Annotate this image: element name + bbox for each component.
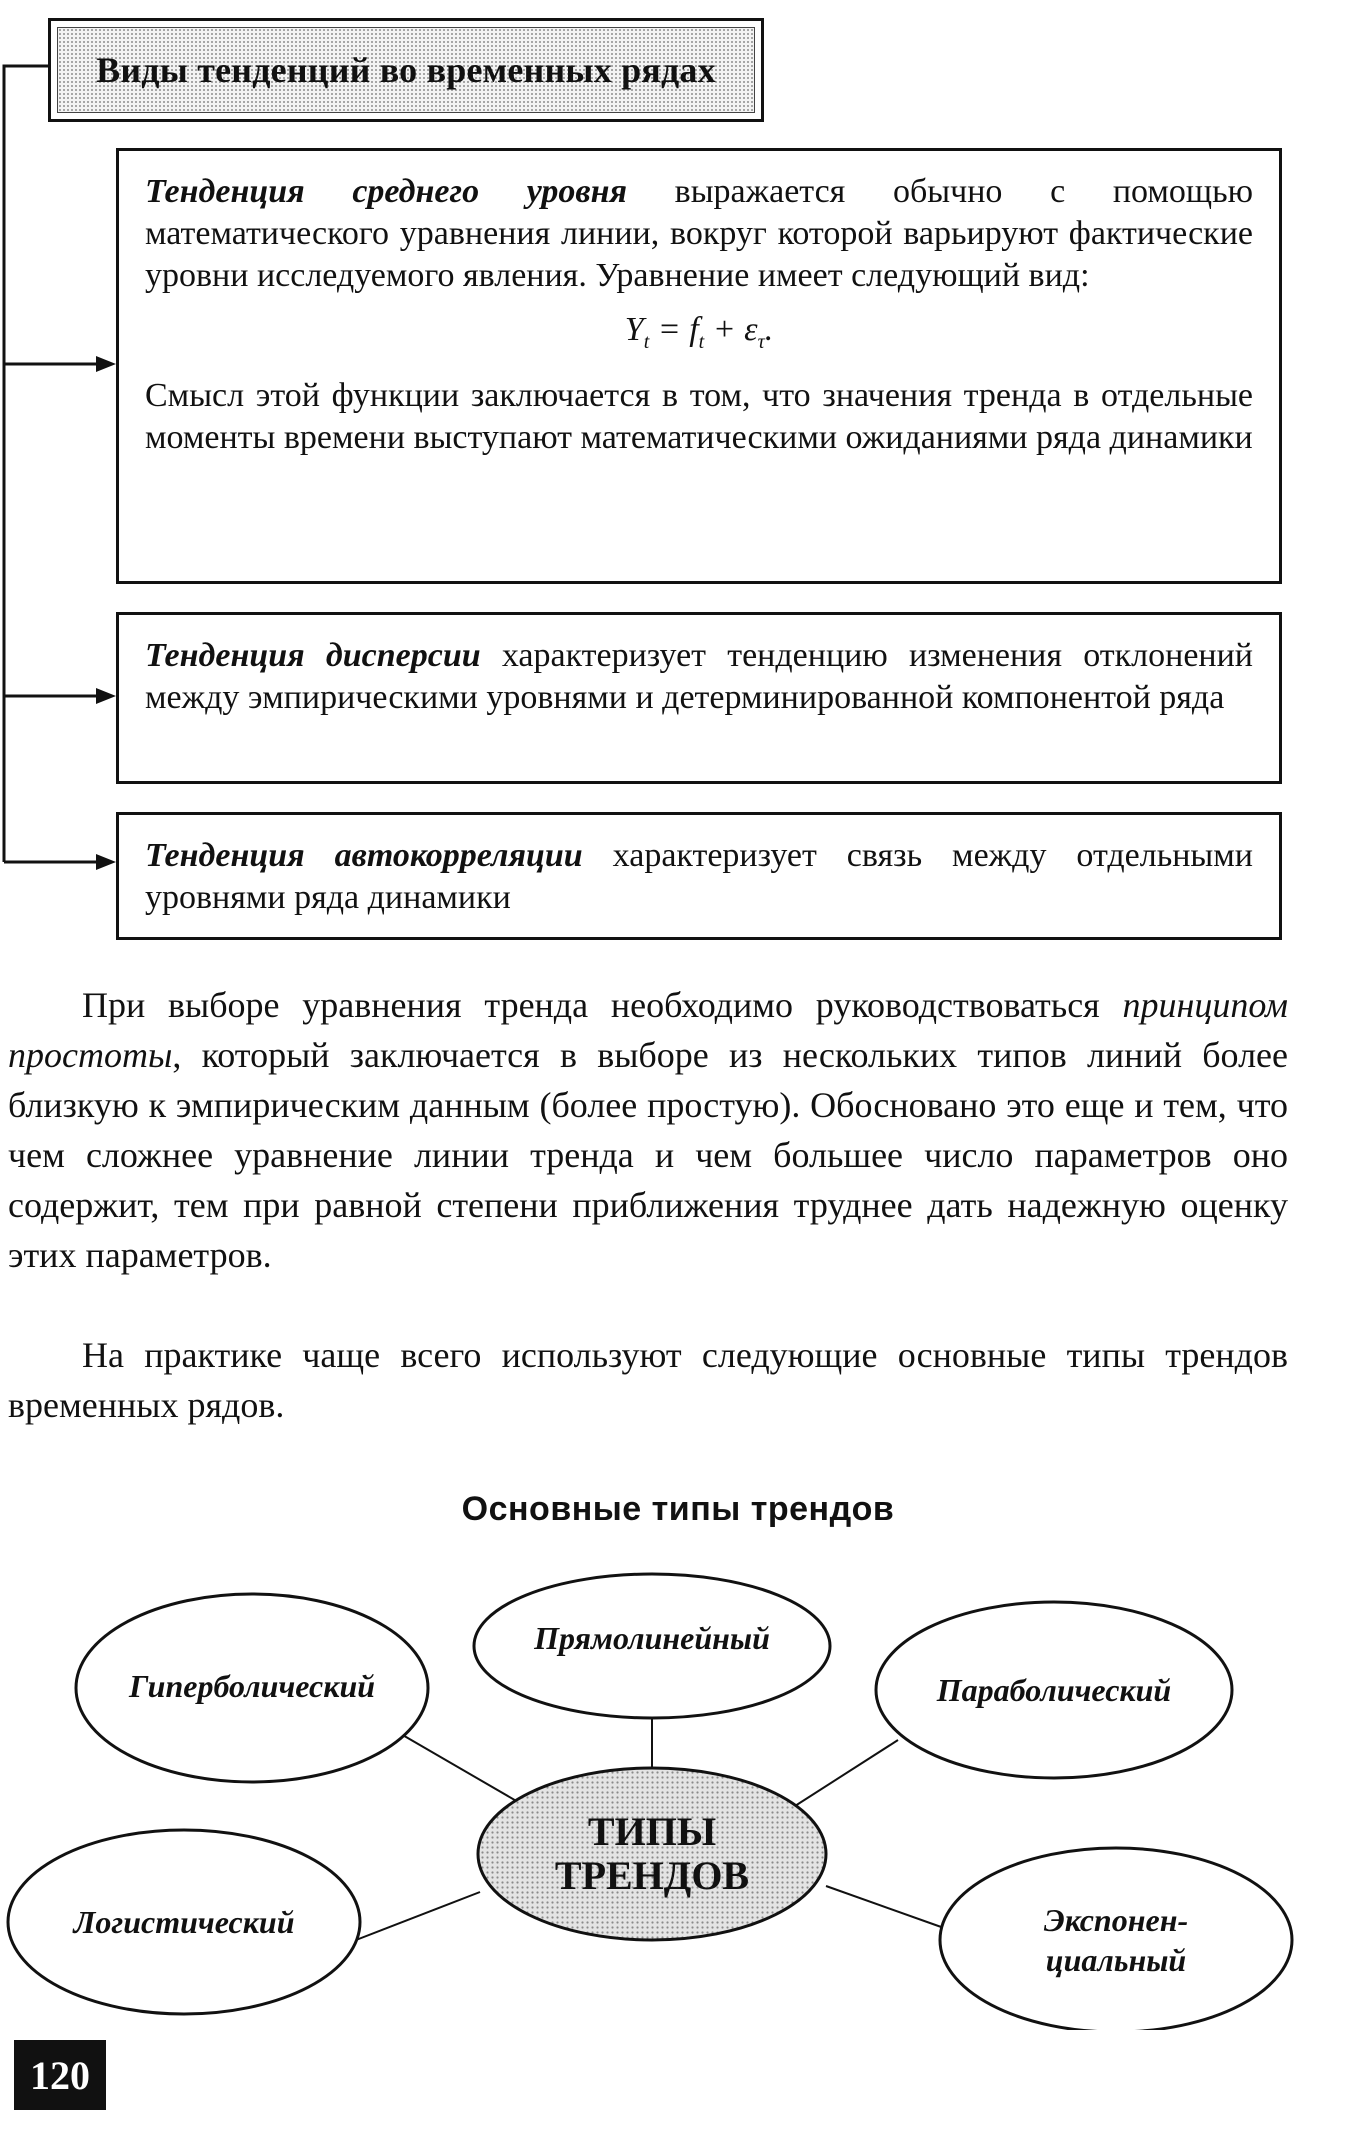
arrow-icon: [96, 356, 116, 372]
node-hyperbolic-label: Гиперболический: [128, 1668, 376, 1704]
node-center-label: ТИПЫ ТРЕНДОВ: [554, 1809, 750, 1898]
tendency-dispersion-box: Тенденция дисперсии характеризует тенденцию изменения отклонений между эмпирическими уровнями и детерминированной компонентой ряда: [116, 612, 1282, 784]
diagram-title: Основные типы трендов: [461, 1490, 895, 1528]
tendency-term: Тенденция среднего уровня: [145, 173, 627, 210]
tendency-autocorrelation-box: Тенденция автокорреляции характеризует связь между отдельными уровнями ряда динамики: [116, 812, 1282, 940]
arrow-icon: [96, 854, 116, 870]
connector-line: [356, 1892, 480, 1940]
scheme-title: Виды тенденций во временных рядах: [57, 27, 755, 113]
page-number: 120: [14, 2040, 106, 2110]
node-parabolic-label: Параболический: [936, 1672, 1172, 1708]
tendency-term: Тенденция автокорреляции: [145, 837, 583, 874]
tendency-term: Тенденция дисперсии: [145, 637, 481, 674]
arrow-icon: [96, 688, 116, 704]
tendency-mean-level-meaning: Смысл этой функции заключается в том, что значения тренда в отдельные моменты времени выступают математическими ожиданиями ряда динамики: [145, 376, 1253, 456]
tendency-mean-level-box: [116, 148, 1282, 584]
scheme-title-box: [48, 18, 764, 122]
tendency-mean-level-text: Тенденция среднего уровня выражается обычно с помощью математического уравнения линии, вокруг которой варьируют фактические уровни исследуемого явления. Уравнение имеет следующий вид:: [145, 173, 1253, 294]
node-exponential-label: Экспонен- циальный: [1043, 1902, 1189, 1978]
body-paragraph-2: На практике чаще всего используют следующие основные типы трендов временных рядов.: [8, 1335, 1288, 1425]
body-paragraph-1: При выборе уравнения тренда необходимо руководствоваться принципом простоты, который заключается в выборе из нескольких типов линий более близкую к эмпирическим данным (более простую). Обосновано это еще и тем, что чем сложнее уравнение линии тренда и чем большее число параметров оно содержит, тем при равной степени приближения труднее дать надежную оценку этих параметров.: [8, 985, 1288, 1275]
node-logistic-label: Логистический: [73, 1904, 295, 1940]
node-linear-label: Прямолинейный: [534, 1620, 770, 1656]
connector-line: [826, 1886, 944, 1928]
trend-formula: $Y_t = f_t + \varepsilon_\tau$.: [624, 311, 774, 353]
